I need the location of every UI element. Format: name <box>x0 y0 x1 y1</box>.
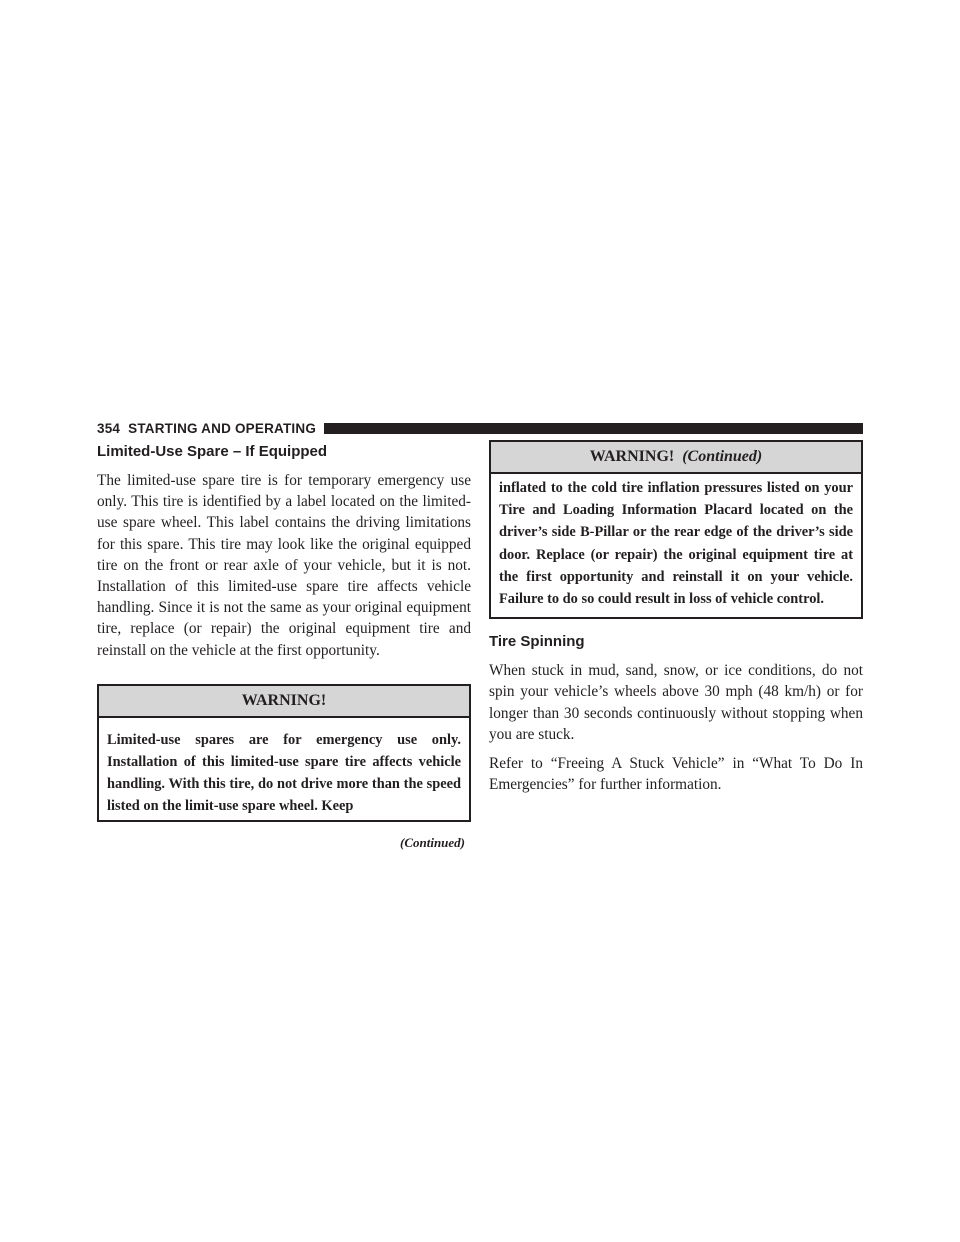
warning-continued-title <box>491 442 861 474</box>
warning-continued-suffix: (Continued) <box>682 448 763 465</box>
freeing-vehicle-paragraph: Refer to “Freeing A Stuck Vehicle” in “What To Do In Emergencies” for further information. <box>489 755 863 794</box>
page-header <box>97 419 863 437</box>
page-number: 354 <box>97 420 121 436</box>
continued-note: (Continued) <box>399 834 465 850</box>
right-column <box>489 440 863 803</box>
left-column <box>97 440 471 851</box>
limited-use-spare-heading: Limited-Use Spare – If Equipped <box>97 443 328 460</box>
warning-text: Limited-use spares are for emergency use only. Installation of this limited-use spare tire affects vehicle handling. With this tire, do not drive more than the speed listed on the limit-use spare wheel. Keep <box>107 731 461 815</box>
tire-spinning-paragraph: When stuck in mud, sand, snow, or ice conditions, do not spin your vehicle’s wheels above 30 mph (48 km/h) or for longer than 30 seconds continuously without stopping when you are stuck. <box>489 662 863 743</box>
limited-use-spare-paragraph: The limited-use spare tire is for temporary emergency use only. This tire is identified by a label located on the limited-use spare wheel. This label contains the driving limitations for this spare. This tire may look like the original equipped tire on the front or rear axle of your vehicle, but it is not. Installation of this limited-use spare tire affects vehicle handling. Since it is not the same as your original equipment tire, replace (or repair) the original equipment tire and reinstall on the vehicle at the first opportunity. <box>97 472 471 659</box>
warning-continued-text: inflated to the cold tire inflation pressures listed on your Tire and Loading Information Placard located on the driver’s side B-Pillar or the rear edge of the driver’s side door. Replace (or repair) the original equipment tire at the first opportunity and reinstall it on your vehicle. Failure to do so could result in loss of vehicle control. <box>499 480 853 608</box>
warning-continued-box <box>489 440 863 619</box>
tire-spinning-heading: Tire Spinning <box>489 633 585 651</box>
section-title: STARTING AND OPERATING <box>128 420 317 436</box>
warning-box <box>97 684 471 822</box>
header-rule <box>324 423 863 434</box>
warning-title <box>99 686 469 718</box>
warning-continued-title-text: WARNING! <box>589 448 675 465</box>
warning-title-text: WARNING! <box>241 691 327 709</box>
